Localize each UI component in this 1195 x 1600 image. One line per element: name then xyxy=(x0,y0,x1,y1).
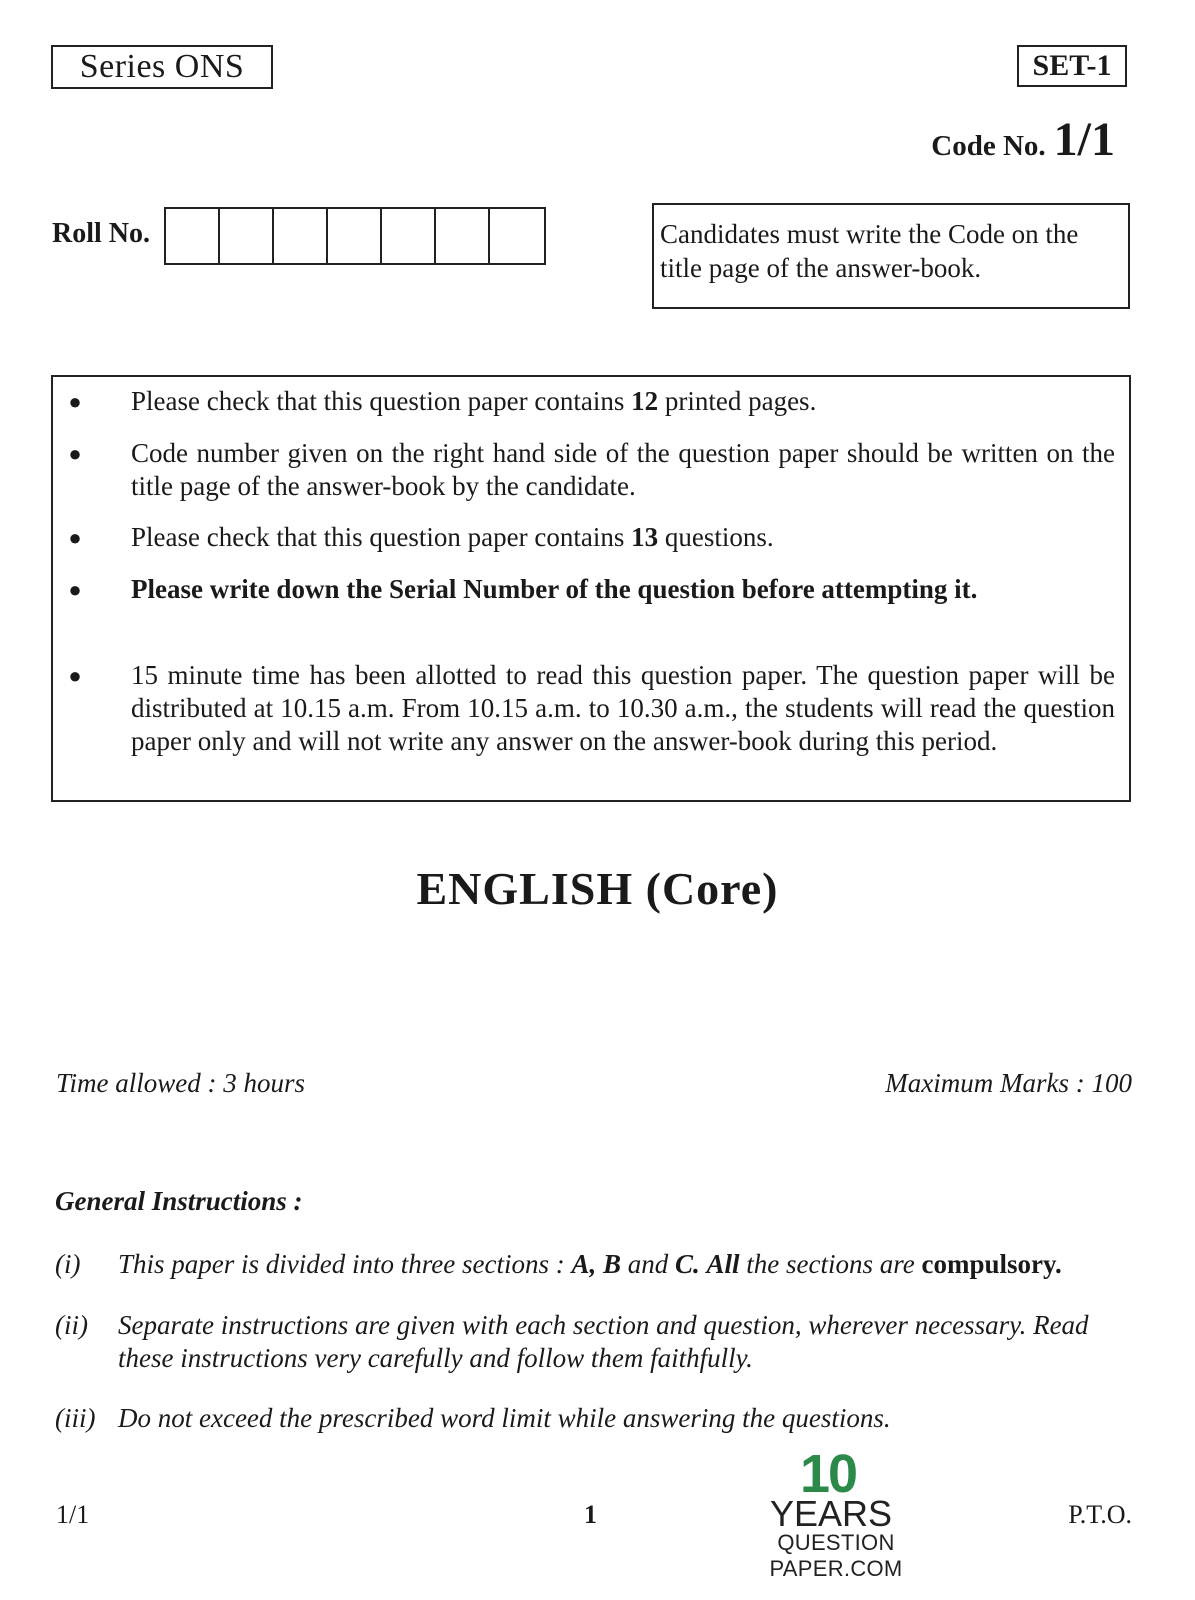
instruction-text-bold: A, B xyxy=(571,1249,621,1279)
roll-no-box xyxy=(382,209,436,263)
notice-text: 15 minute time has been allotted to read this question paper. The question paper will be distributed at 10.15 a.m. From 10.15 a.m. to 10.30 a.m., the students will read the question paper only and will not write any answer on the answer-book during this period. xyxy=(131,660,1115,756)
instruction-number: (ii) xyxy=(55,1310,88,1340)
bullet-icon: ● xyxy=(68,577,82,602)
notice-item xyxy=(53,573,1129,606)
instruction-item xyxy=(55,1309,1133,1375)
instruction-number: (iii) xyxy=(55,1403,96,1433)
footer-code: 1/1 xyxy=(56,1500,90,1529)
instruction-number: (i) xyxy=(55,1249,81,1279)
notice-text: Code number given on the right hand side of the question paper should be written on the title page of the answer-book by the candidate. xyxy=(131,438,1115,501)
series-label: Series ONS xyxy=(51,45,273,89)
roll-no-box xyxy=(436,209,490,263)
instruction-text: Separate instructions are given with each section and question, wherever necessary. Read these instructions very carefully and follow them faithfully. xyxy=(118,1310,1089,1373)
code-number xyxy=(931,112,1115,167)
logo-years: YEARS xyxy=(769,1493,893,1534)
roll-no-box xyxy=(274,209,328,263)
bullet-icon: ● xyxy=(68,389,82,414)
roll-no-label: Roll No. xyxy=(52,218,150,249)
paper-notice-box xyxy=(51,375,1131,802)
logo-number: 10 xyxy=(799,1444,857,1504)
bullet-icon: ● xyxy=(68,525,82,550)
watermark-logo xyxy=(716,1444,956,1598)
notice-count: 13 xyxy=(631,522,659,552)
instruction-text-part xyxy=(700,1249,707,1279)
time-allowed: Time allowed : 3 hours xyxy=(56,1068,306,1098)
roll-no-boxes xyxy=(164,207,546,265)
instruction-text-part: This paper is divided into three sections : xyxy=(118,1249,572,1279)
notice-text: questions. xyxy=(658,522,774,552)
notice-text: Please check that this question paper contains xyxy=(131,386,632,416)
instruction-text xyxy=(118,1248,1133,1281)
subject-title: ENGLISH (Core) xyxy=(416,863,779,914)
roll-no-box xyxy=(490,209,544,263)
notice-item xyxy=(53,385,1129,418)
notice-text: printed pages. xyxy=(658,386,817,416)
please-turn-over: P.T.O. xyxy=(1068,1500,1132,1529)
instruction-text-part: the sections are xyxy=(739,1249,922,1279)
roll-no-box xyxy=(166,209,220,263)
code-value: 1/1 xyxy=(1053,113,1115,166)
roll-no-box xyxy=(328,209,382,263)
instruction-text: Do not exceed the prescribed word limit while answering the questions. xyxy=(118,1403,891,1433)
notice-item xyxy=(53,659,1129,758)
general-instructions-heading: General Instructions : xyxy=(55,1186,303,1216)
code-instruction-box: Candidates must write the Code on the title page of the answer-book. xyxy=(652,203,1130,309)
bullet-icon: ● xyxy=(68,441,82,466)
bullet-icon: ● xyxy=(68,663,82,688)
roll-no-box xyxy=(220,209,274,263)
page-number: 1 xyxy=(584,1500,597,1529)
notice-text: Please check that this question paper contains xyxy=(131,522,632,552)
instruction-text-bold: compulsory. xyxy=(921,1249,1062,1279)
code-label: Code No. xyxy=(931,130,1046,162)
notice-count: 12 xyxy=(631,386,659,416)
instruction-text-bold: All xyxy=(706,1249,740,1279)
set-label: SET-1 xyxy=(1017,45,1127,87)
instruction-item xyxy=(55,1248,1133,1281)
notice-item xyxy=(53,437,1129,503)
maximum-marks: Maximum Marks : 100 xyxy=(885,1068,1132,1098)
notice-item xyxy=(53,521,1129,554)
instruction-item xyxy=(55,1402,1133,1435)
instruction-text-bold: C. xyxy=(674,1249,700,1279)
notice-text: Please write down the Serial Number of the question before attempting it. xyxy=(131,574,978,604)
logo-site: QUESTION PAPER.COM xyxy=(769,1530,903,1581)
instruction-text-part: and xyxy=(620,1249,675,1279)
